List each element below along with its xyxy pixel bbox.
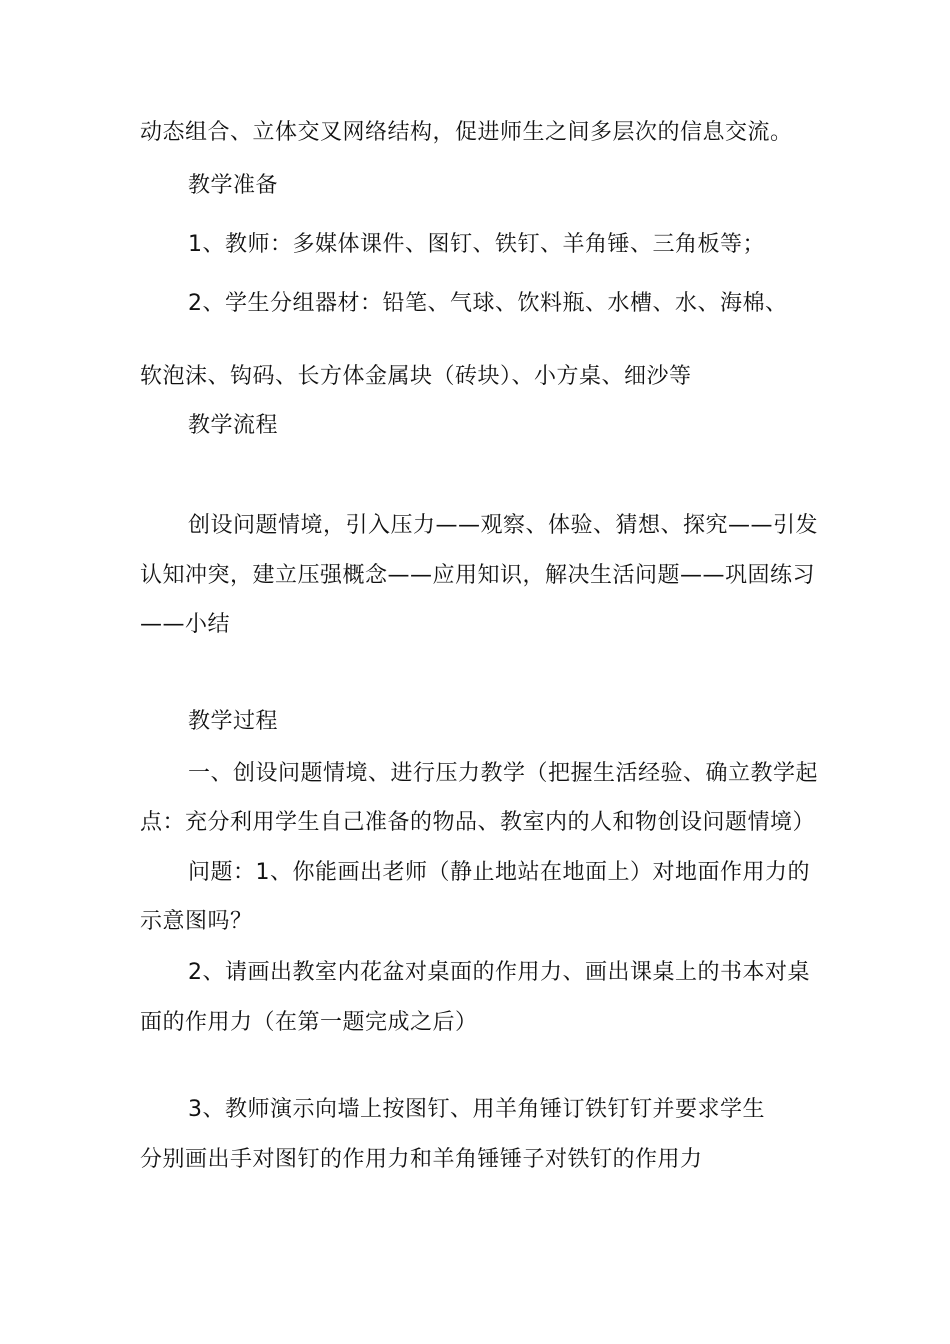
paragraph-line: 创设问题情境，引入压力——观察、体验、猜想、探究——引发 — [188, 513, 819, 538]
paragraph-line: 问题：1、你能画出老师（静止地站在地面上）对地面作用力的 — [188, 860, 810, 885]
paragraph-line: 1、教师：多媒体课件、图钉、铁钉、羊角锤、三角板等； — [188, 232, 765, 257]
paragraph-line: 认知冲突，建立压强概念——应用知识，解决生活问题——巩固练习 — [140, 563, 816, 588]
paragraph-line: 2、请画出教室内花盆对桌面的作用力、画出课桌上的书本对桌 — [188, 960, 810, 985]
paragraph-line: ——小结 — [140, 612, 231, 637]
paragraph-line: 3、教师演示向墙上按图钉、用羊角锤订铁钉钉并要求学生 — [188, 1097, 765, 1122]
section-heading-process: 教学过程 — [188, 709, 279, 734]
paragraph-line: 软泡沫、钩码、长方体金属块（砖块）、小方桌、细沙等 — [140, 364, 692, 389]
section-heading-preparation: 教学准备 — [188, 173, 279, 198]
paragraph-line: 面的作用力（在第一题完成之后） — [140, 1010, 478, 1035]
paragraph-line: 点：充分利用学生自己准备的物品、教室内的人和物创设问题情境） — [140, 810, 816, 835]
paragraph-line: 2、学生分组器材：铅笔、气球、饮料瓶、水槽、水、海棉、 — [188, 291, 788, 316]
paragraph-line: 分别画出手对图钉的作用力和羊角锤锤子对铁钉的作用力 — [140, 1147, 703, 1172]
section-heading-flow: 教学流程 — [188, 413, 279, 438]
paragraph-line: 一、创设问题情境、进行压力教学（把握生活经验、确立教学起 — [188, 761, 819, 786]
paragraph-line: 示意图吗？ — [140, 909, 253, 934]
paragraph-line: 动态组合、立体交叉网络结构，促进师生之间多层次的信息交流。 — [140, 120, 793, 145]
